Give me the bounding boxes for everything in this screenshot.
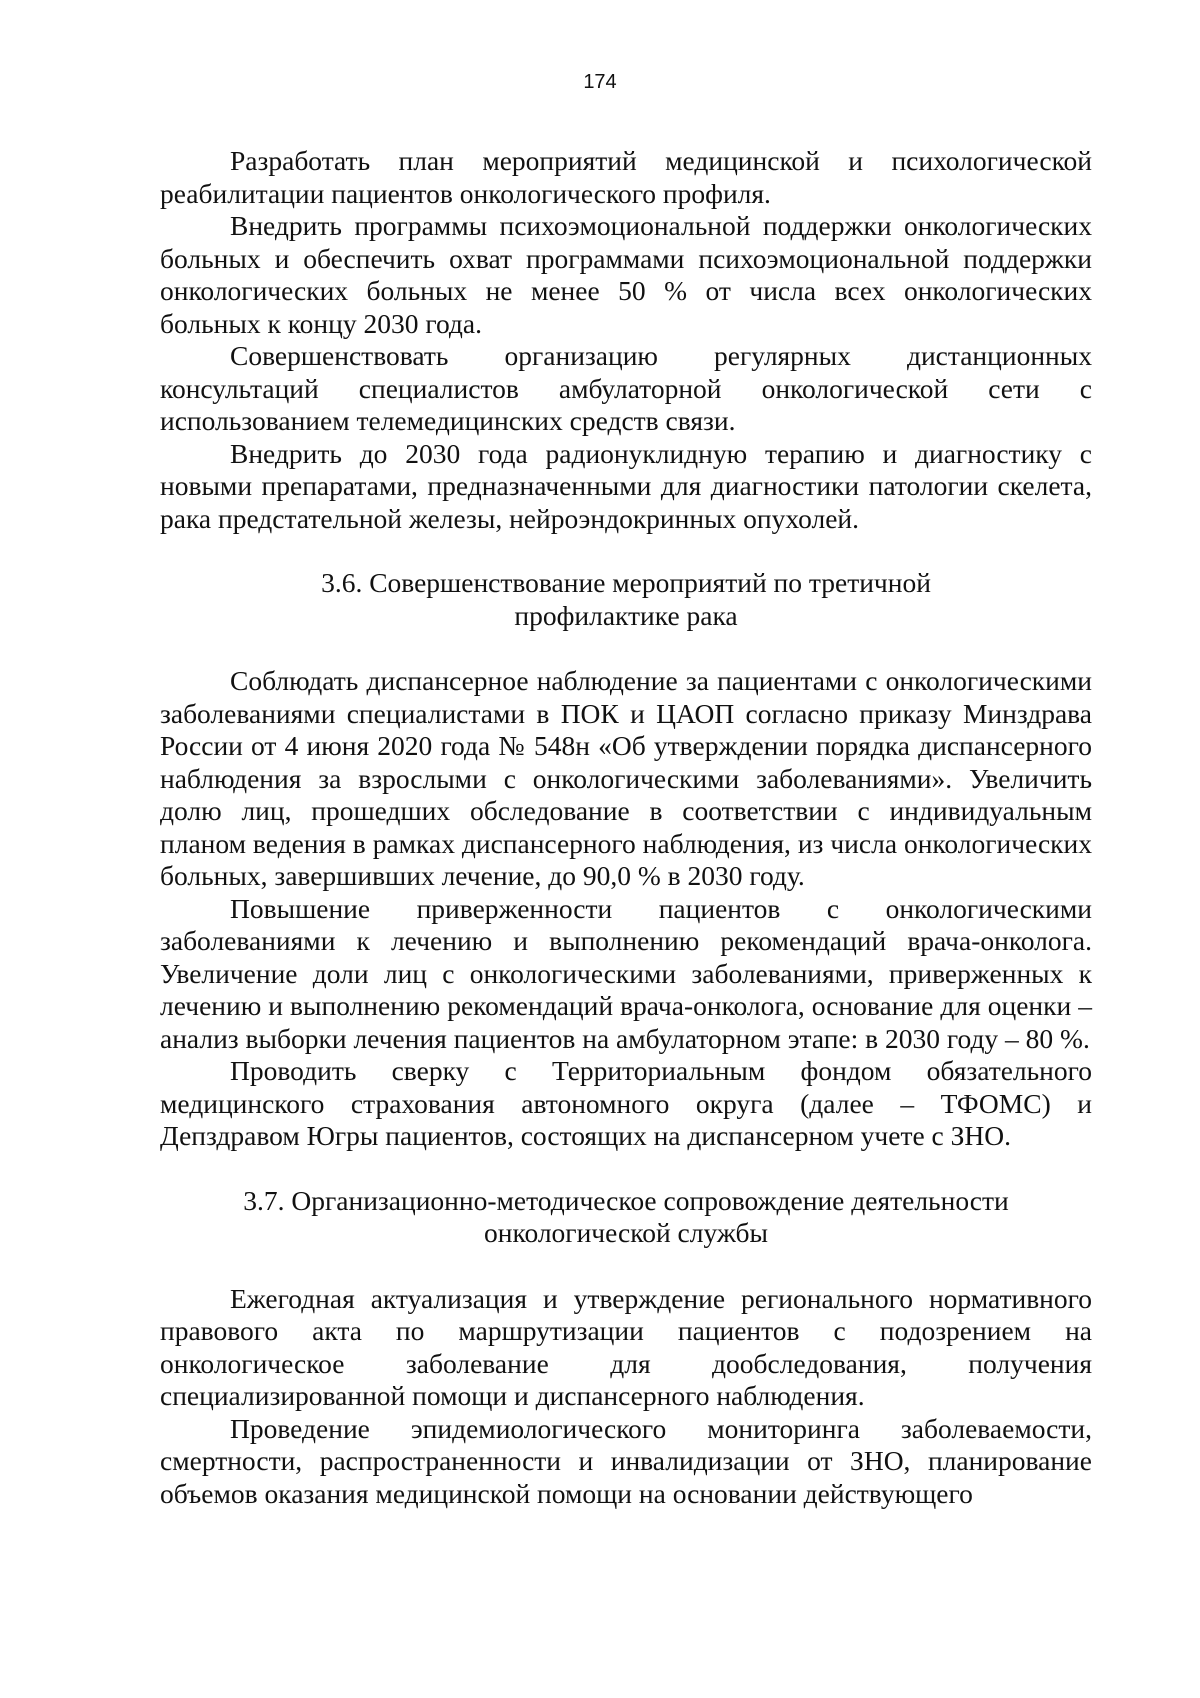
paragraph: Внедрить программы психоэмоциональной поддержки онкологических больных и обеспечить охват программами психоэмоциональной поддержки онкологических больных не менее 50 % от числа всех онкологических больных к концу 2030 года. bbox=[160, 210, 1092, 339]
section-heading-3-6 bbox=[160, 567, 1092, 632]
section-heading-3-7 bbox=[160, 1185, 1092, 1250]
paragraph: Ежегодная актуализация и утверждение регионального нормативного правового акта по маршрутизации пациентов с подозрением на онкологическое заболевание для дообследования, получения специализированной помощи и диспансерного наблюдения. bbox=[160, 1282, 1092, 1411]
page-number: 174 bbox=[583, 71, 617, 93]
paragraph: Повышение приверженности пациентов с онкологическими заболеваниями к лечению и выполнению рекомендаций врача-онколога. Увеличение доли лиц с онкологическими заболеваниями, приверженных к лечению и выполнению рекомендаций врача-онколога, основание для оценки – анализ выборки лечения пациентов на амбулаторном этапе: в 2030 году – 80 %. bbox=[160, 892, 1092, 1054]
document-body bbox=[160, 145, 1092, 1510]
spacer bbox=[160, 535, 1092, 567]
spacer bbox=[160, 1153, 1092, 1185]
spacer bbox=[160, 1250, 1092, 1283]
section-heading-line: онкологической службы bbox=[484, 1217, 768, 1248]
section-heading-line: профилактике рака bbox=[514, 599, 738, 631]
paragraph: Соблюдать диспансерное наблюдение за пациентами с онкологическими заболеваниями специалистами в ПОК и ЦАОП согласно приказу Минздрава России от 4 июня 2020 года № 548н «Об утверждении порядка диспансерного наблюдения за взрослыми с онкологическими заболеваниями». Увеличить долю лиц, прошедших обследование в соответствии с индивидуальным планом ведения в рамках диспансерного наблюдения, из числа онкологических больных, завершивших лечение, до 90,0 % в 2030 году. bbox=[160, 665, 1092, 891]
spacer bbox=[160, 632, 1092, 665]
paragraph: Проведение эпидемиологического мониторинга заболеваемости, смертности, распространенности и инвалидизации от ЗНО, планирование объемов оказания медицинской помощи на основании действующего bbox=[160, 1412, 1092, 1509]
section-heading-line: 3.7. Организационно-методическое сопровождение деятельности bbox=[243, 1184, 1009, 1216]
paragraph: Внедрить до 2030 года радионуклидную терапию и диагностику с новыми препаратами, предназначенными для диагностики патологии скелета, рака предстательной железы, нейроэндокринных опухолей. bbox=[160, 437, 1092, 534]
paragraph: Разработать план мероприятий медицинской и психологической реабилитации пациентов онкологического профиля. bbox=[160, 145, 1092, 209]
paragraph: Проводить сверку с Территориальным фондом обязательного медицинского страхования автономного округа (далее – ТФОМС) и Депздравом Югры пациентов, состоящих на диспансерном учете с ЗНО. bbox=[160, 1055, 1092, 1151]
section-heading-line: 3.6. Совершенствование мероприятий по третичной bbox=[321, 567, 931, 598]
paragraph: Совершенствовать организацию регулярных дистанционных консультаций специалистов амбулаторной онкологической сети с использованием телемедицинских средств связи. bbox=[160, 340, 1092, 436]
